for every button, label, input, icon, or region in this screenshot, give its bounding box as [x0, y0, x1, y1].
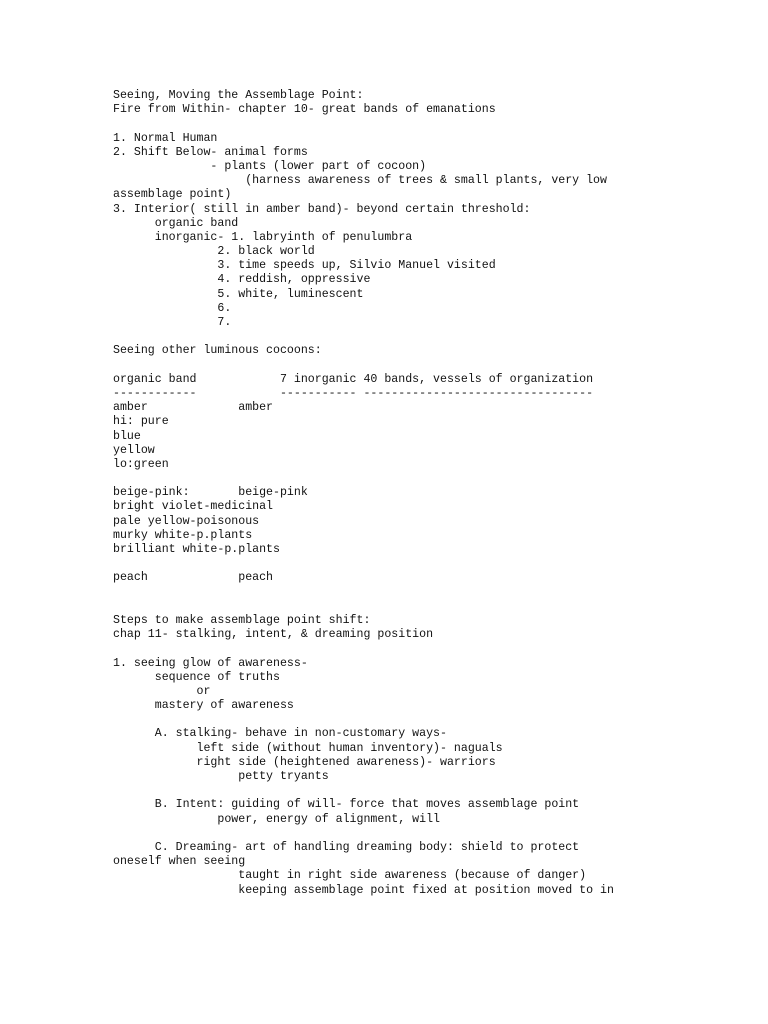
text-line: A. stalking- behave in non-customary ways- — [113, 727, 447, 741]
text-line: sequence of truths — [113, 670, 280, 684]
text-line: pale yellow-poisonous — [113, 514, 260, 528]
text-line: 1. seeing glow of awareness- — [113, 656, 308, 670]
document-body — [113, 89, 753, 898]
text-line: assemblage point) — [113, 188, 232, 202]
text-line: lo:green — [113, 457, 169, 471]
text-line — [113, 600, 753, 614]
text-line: hi: pure — [113, 415, 169, 429]
text-line: Fire from Within- chapter 10- great bands of emanations — [113, 103, 496, 117]
text-line — [113, 472, 753, 486]
text-line: - plants (lower part of cocoon) — [113, 159, 427, 173]
text-line — [113, 117, 753, 131]
text-line: oneself when seeing — [113, 855, 246, 869]
text-line: Steps to make assemblage point shift: — [113, 613, 371, 627]
text-line: C. Dreaming- art of handling dreaming body: shield to protect — [113, 840, 580, 854]
text-line — [113, 827, 753, 841]
text-line — [113, 784, 753, 798]
text-line: organic band — [113, 216, 239, 230]
text-line: 4. reddish, oppressive — [113, 273, 371, 287]
text-line: bright violet-medicinal — [113, 500, 274, 514]
text-line: petty tryants — [113, 770, 329, 783]
text-line: B. Intent: guiding of will- force that moves assemblage point — [113, 798, 580, 812]
text-line: 1. Normal Human — [113, 131, 218, 145]
text-line: 2. Shift Below- animal forms — [113, 145, 308, 159]
text-line: blue — [113, 429, 141, 443]
text-line: 6. — [113, 301, 232, 315]
text-line: mastery of awareness — [113, 699, 294, 713]
text-line: (harness awareness of trees & small plants, very low — [113, 174, 607, 188]
text-line: keeping assemblage point fixed at position moved to in — [113, 883, 614, 897]
text-line: or — [113, 684, 211, 698]
text-line: organic band 7 inorganic 40 bands, vessels of organization — [113, 372, 594, 386]
text-line: Seeing, Moving the Assemblage Point: — [113, 89, 364, 102]
text-line — [113, 713, 753, 727]
text-line — [113, 642, 753, 656]
text-line: right side (heightened awareness)- warriors — [113, 755, 496, 769]
text-line — [113, 557, 753, 571]
text-line — [113, 330, 753, 344]
text-line: 5. white, luminescent — [113, 287, 364, 301]
text-line: peach peach — [113, 571, 274, 585]
text-line: brilliant white-p.plants — [113, 543, 280, 556]
text-line: 3. time speeds up, Silvio Manuel visited — [113, 259, 496, 273]
text-line: ------------ ----------- --------------------------------- — [113, 386, 594, 400]
text-line: Seeing other luminous cocoons: — [113, 344, 322, 358]
text-line — [113, 359, 753, 373]
text-line: 3. Interior( still in amber band)- beyond certain threshold: — [113, 202, 531, 216]
text-line: left side (without human inventory)- naguals — [113, 741, 503, 755]
text-line: beige-pink: beige-pink — [113, 486, 308, 500]
text-line: amber amber — [113, 401, 274, 415]
text-line: 7. — [113, 316, 232, 329]
text-line: yellow — [113, 443, 155, 457]
text-line: taught in right side awareness (because of danger) — [113, 869, 587, 883]
text-line: chap 11- stalking, intent, & dreaming position — [113, 628, 434, 642]
text-line — [113, 586, 753, 600]
text-line: murky white-p.plants — [113, 528, 253, 542]
text-line: inorganic- 1. labryinth of penulumbra — [113, 230, 413, 244]
text-line: power, energy of alignment, will — [113, 812, 440, 826]
text-line: 2. black world — [113, 245, 315, 259]
